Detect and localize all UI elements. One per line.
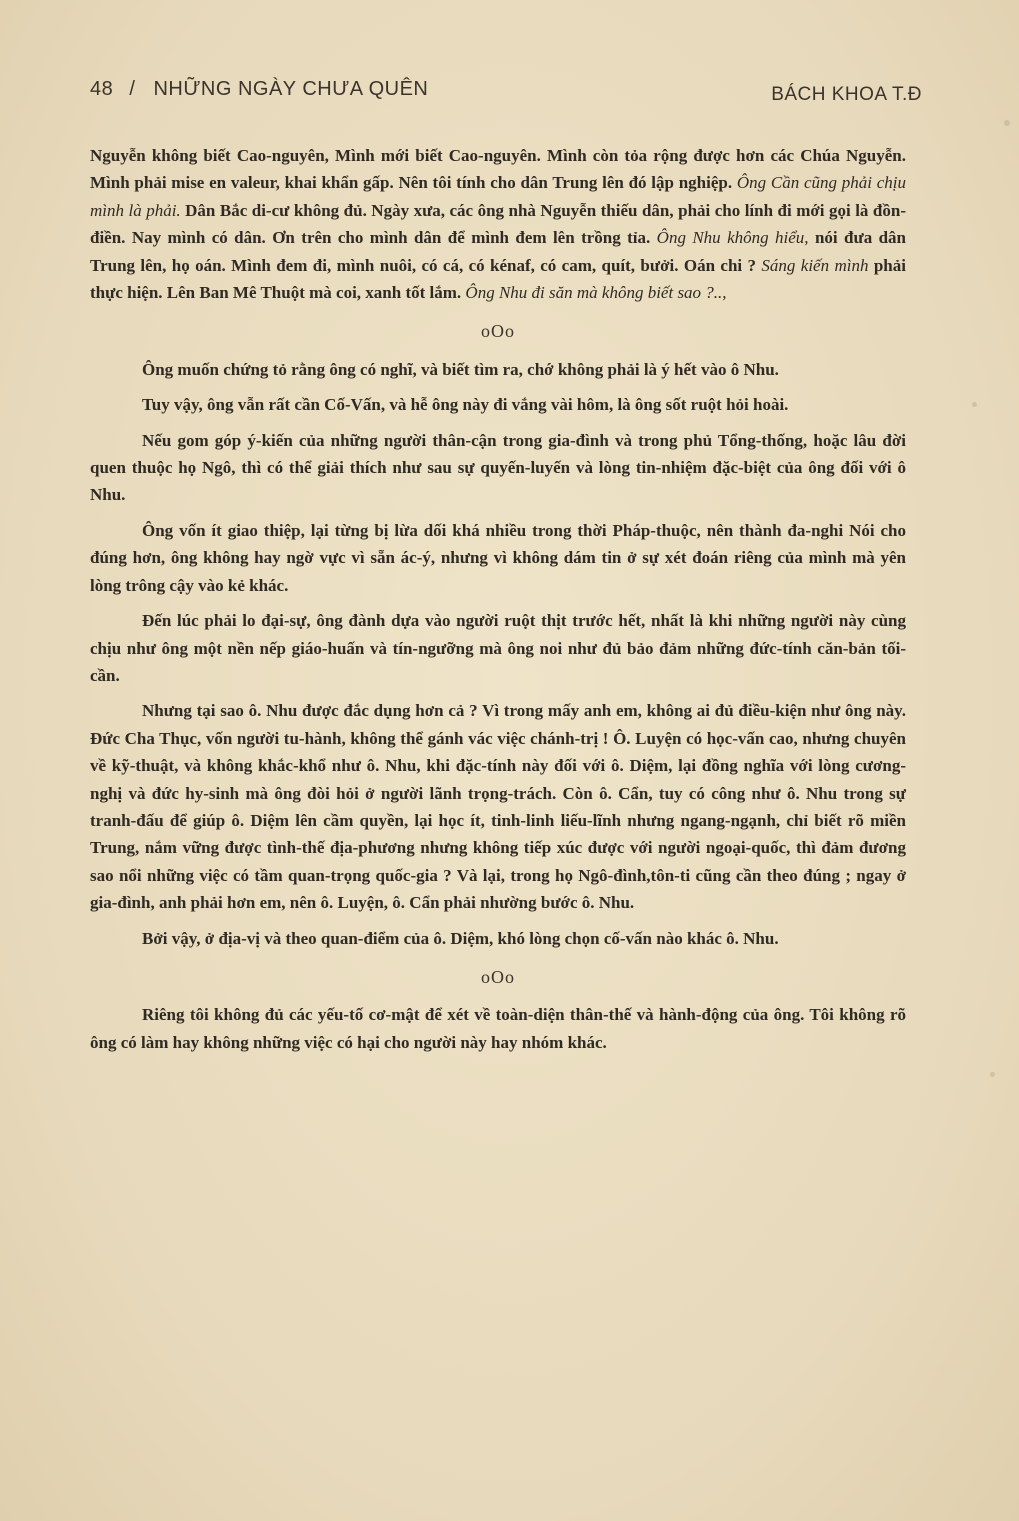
page-number: 48 (90, 78, 114, 100)
section-ornament: oOo (481, 966, 515, 987)
paper-speck (1004, 120, 1010, 126)
header-separator: / (129, 78, 136, 100)
body-text (90, 142, 906, 1056)
publisher-name: BÁCH KHOA T.Đ (771, 84, 922, 105)
paragraph: Ông vốn ít giao thiệp, lại từng bị lừa dối khá nhiều trong thời Pháp-thuộc, nên thành đa-nghi Nói cho đúng hơn, ông không hay ngờ vực vì sẵn ác-ý, nhưng vì không dám tin ở sự xét đoán riêng của mình mà yên lòng trông cậy vào kẻ khác. (90, 520, 906, 595)
text-run: Nguyễn không biết Cao-nguyên, Mình mới biết Cao-nguyên. Mình còn tỏa rộng được hơn các Chúa Nguyễn. Mình phải mise en valeur, khai khẩn gấp. Nên tôi tính cho dân Trung lên đó lập nghiệp. (90, 146, 906, 193)
paragraph: Đến lúc phải lo đại-sự, ông đành dựa vào người ruột thịt trước hết, nhất là khi những người này cùng chịu như ông một nền nếp giáo-huấn và tín-ngưỡng mà ông noi như đủ bảo đảm những đức-tính căn-bản tối-cần. (90, 611, 906, 685)
paper-speck (972, 402, 977, 407)
paragraph-quote (90, 142, 906, 306)
paragraph: Bởi vậy, ở địa-vị và theo quan-điểm của ô. Diệm, khó lòng chọn cố-vấn nào khác ô. Nhu. (142, 928, 779, 948)
italic-run: Ông Cần cũng phải chịu mình là phải. (90, 173, 906, 220)
italic-run: Ông Nhu đi săn mà không biết sao ?.., (465, 283, 727, 303)
running-header (90, 72, 922, 106)
text-run: phải thực hiện. Lên Ban Mê Thuột mà coi, xanh tốt lắm. (90, 255, 906, 303)
paper-speck (990, 1072, 995, 1077)
paragraph: Nhưng tại sao ô. Nhu được đắc dụng hơn cả ? Vì trong mấy anh em, không ai đủ điều-kiện như ông này. Đức Cha Thục, vốn người tu-hành, không thể gánh vác việc chánh-trị ! Ô. Luyện có học-vấn cao, nhưng chuyên về kỹ-thuật, và không khắc-khổ như ô. Nhu, khi đặc-tính này đối với ô. Diệm, lại đồng nghĩa với lòng cương-nghị và đức hy-sinh mà ông đòi hỏi ở người lãnh trọng-trách. Còn ô. Cẩn, tuy có công như ô. Nhu trong sự tranh-đấu để giúp ô. Diệm lên cầm quyền, lại học ít, tinh-linh liếu-lĩnh nhưng ngang-ngạnh, chỉ biết rõ miền Trung, nắm vững được tình-thế địa-phương nhưng không tiếp xúc được với người ngoại-quốc, thì đảm đương sao nổi những việc có tầm quan-trọng quốc-gia ? Và lại, trong họ Ngô-đình,tôn-ti cũng cần theo đúng ; ngay ở gia-đình, anh phải hơn em, nên ô. Luyện, ô. Cẩn phải nhường bước ô. Nhu. (90, 701, 906, 913)
book-title: NHỮNG NGÀY CHƯA QUÊN (153, 78, 429, 100)
text-run: Dân Bắc di-cư không đủ. Ngày xưa, các ông nhà Nguyễn thiếu dân, phải cho lính đi mới gọi là đồn-điền. Nay mình có dân. Ơn trên cho mình dân để mình đem lên trồng tỉa. (90, 200, 906, 248)
paragraph: Riêng tôi không đủ các yếu-tố cơ-mật để xét về toàn-diện thân-thế và hành-động của ông. Tôi không rõ ông có làm hay không những việc có hại cho người này hay nhóm khác. (90, 1005, 906, 1052)
text-run: nói đưa dân Trung lên, họ oán. Mình đem đi, mình nuôi, có cá, có kénaf, có cam, quít, bưởi. Oán chi ? (90, 228, 907, 275)
paragraph: Ông muốn chứng tỏ rằng ông có nghĩ, và biết tìm ra, chớ không phải là ý hết vào ô Nhu. (142, 359, 779, 379)
italic-run: Ông Nhu không hiểu, (656, 228, 809, 248)
italic-run: Sáng kiến mình (761, 255, 869, 275)
paragraph: Nếu gom góp ý-kiến của những người thân-cận trong gia-đình và trong phủ Tổng-thống, hoặc lâu đời quen thuộc họ Ngô, thì có thể giải thích như sau sự quyến-luyến và lòng tin-nhiệm đặc-biệt của ông đối với ô Nhu. (90, 430, 906, 505)
paragraph: Tuy vậy, ông vẫn rất cần Cố-Vấn, và hễ ông này đi vắng vài hôm, là ông sốt ruột hỏi hoài. (142, 395, 789, 415)
section-ornament: oOo (481, 321, 515, 342)
